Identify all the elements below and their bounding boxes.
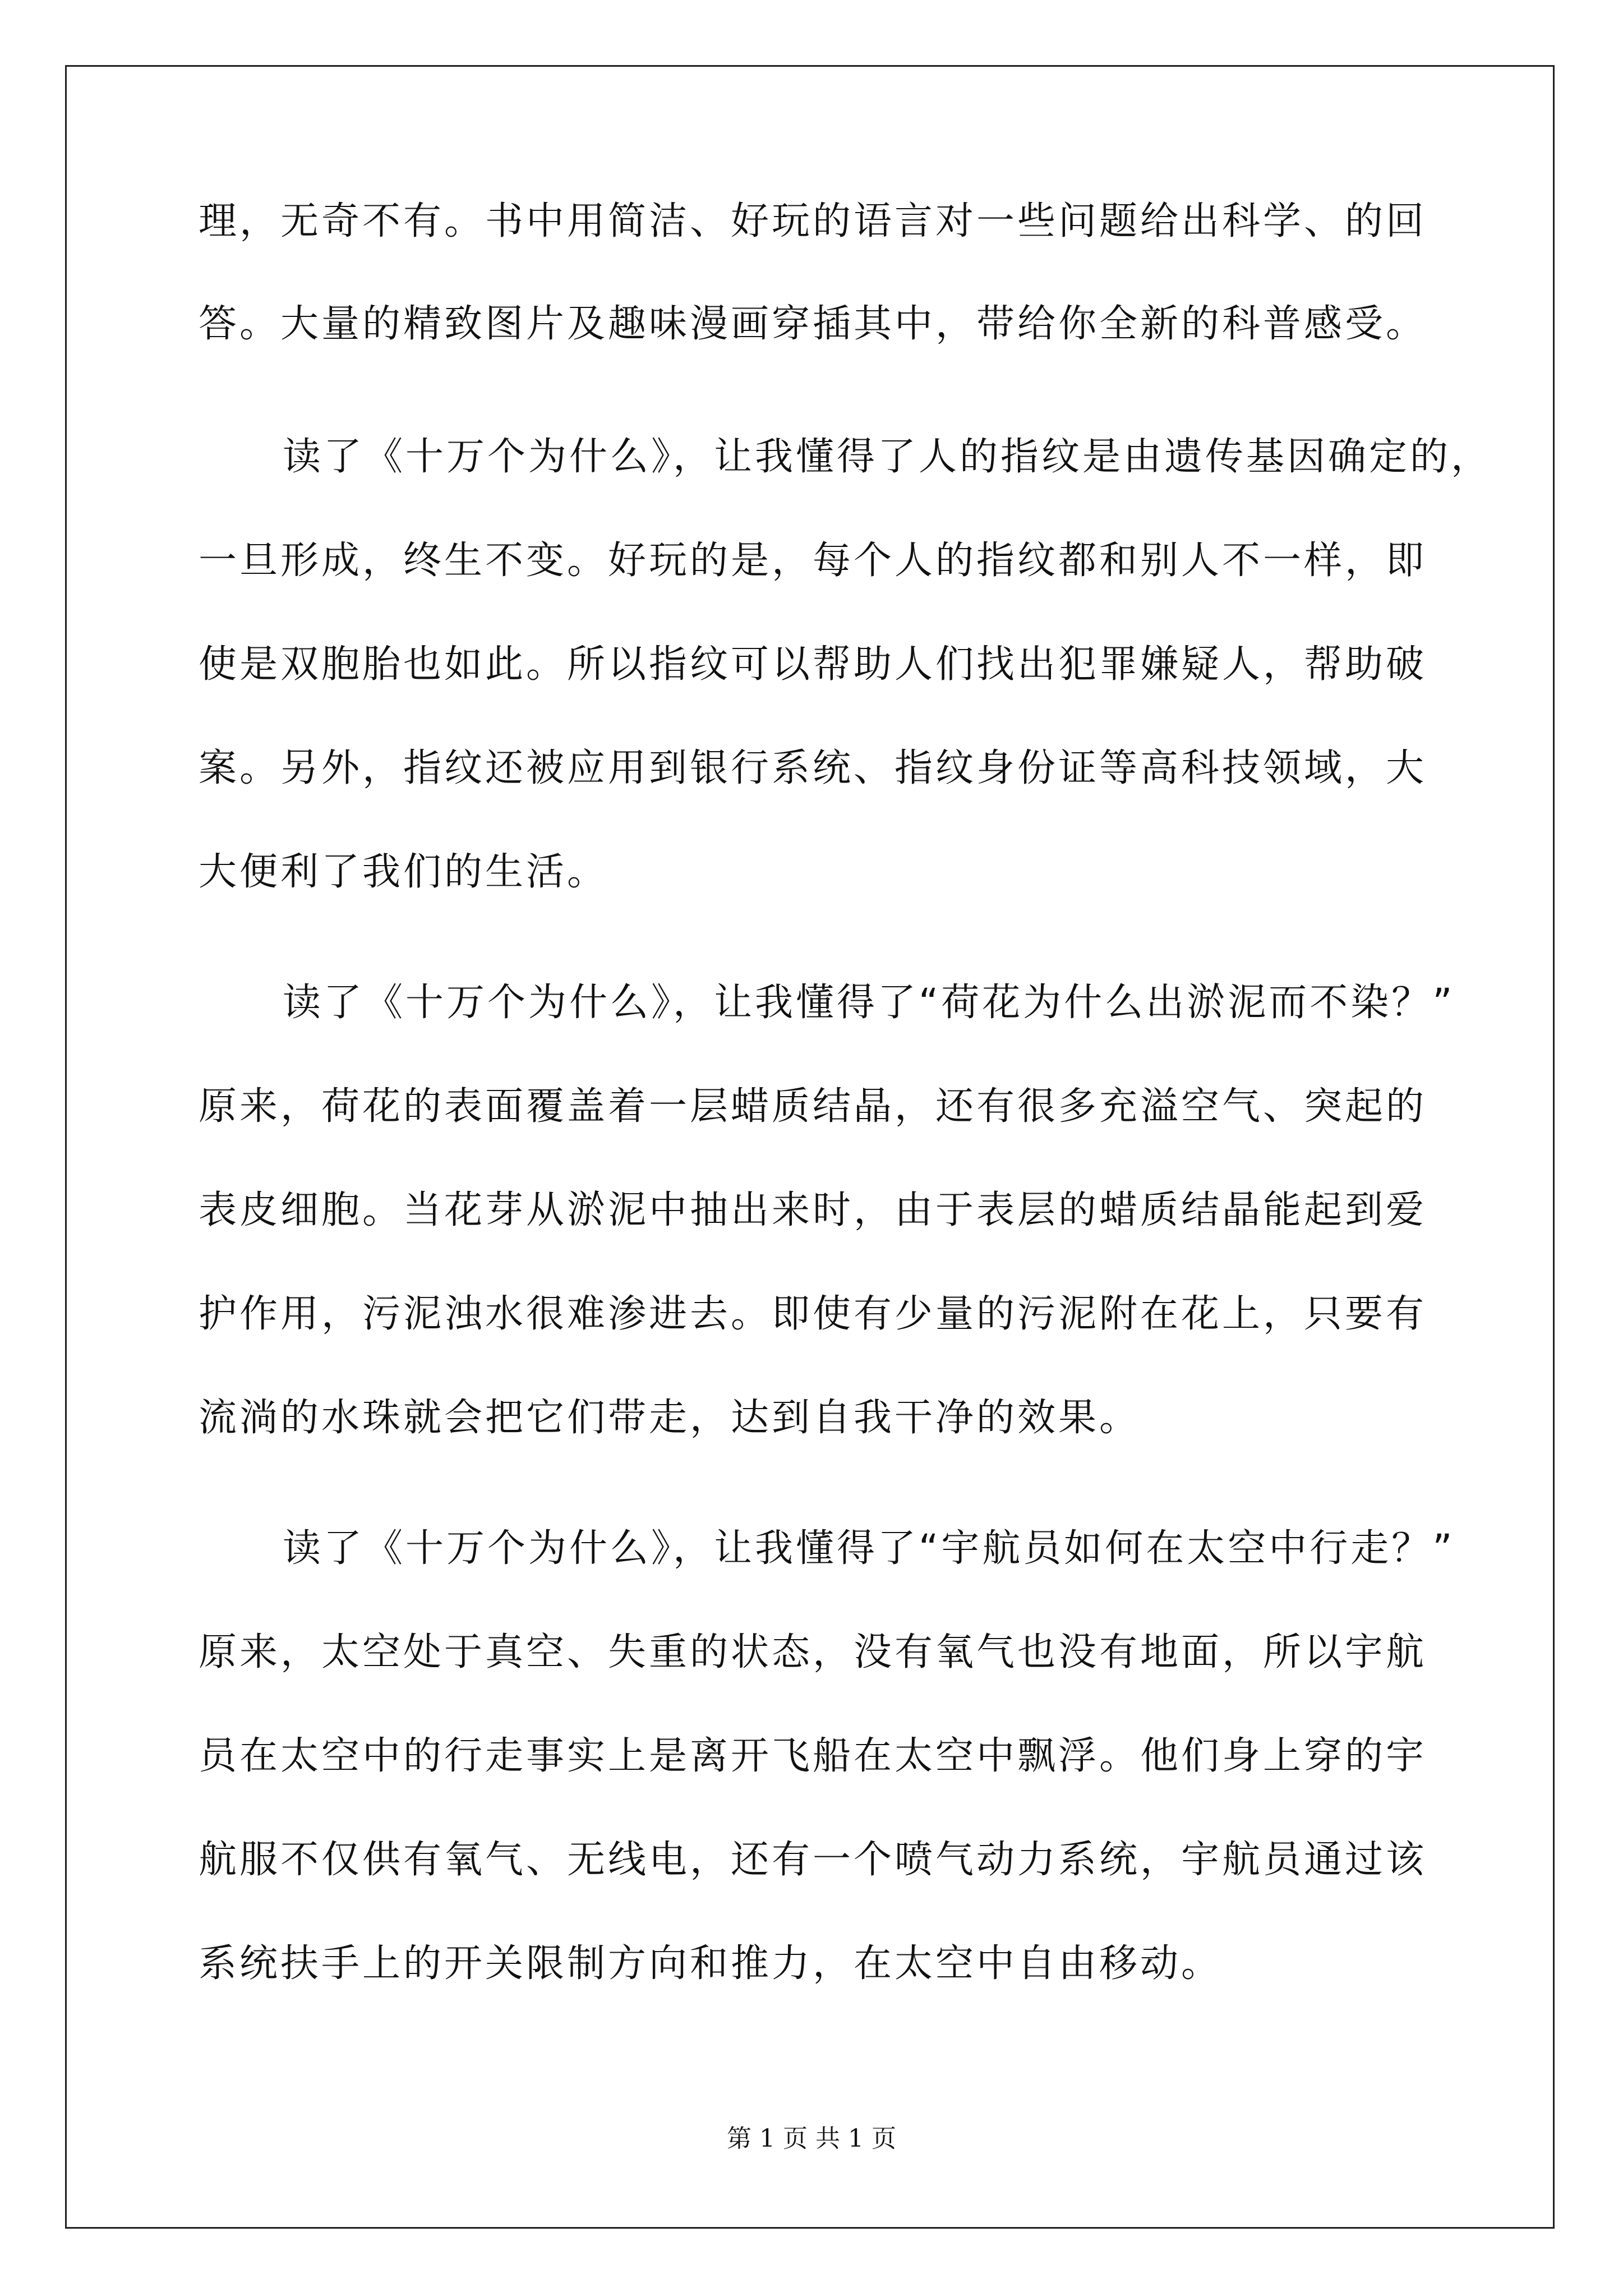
text-line: 系统扶手上的开关限制方向和推力，在太空中自由移动。 (199, 1941, 1223, 1986)
text-line: 表皮细胞。当花芽从淤泥中抽出来时，由于表层的蜡质结晶能起到爱 (199, 1188, 1427, 1232)
text-line: 流淌的水珠就会把它们带走，达到自我干净的效果。 (199, 1396, 1141, 1440)
text-line: 使是双胞胎也如此。所以指纹可以帮助人们找出犯罪嫌疑人，帮助破 (199, 642, 1427, 687)
text-line: 一旦形成，终生不变。好玩的是，每个人的指纹都和别人不一样，即 (199, 539, 1427, 583)
text-line: 航服不仅供有氧气、无线电，还有一个喷气动力系统，宇航员通过该 (199, 1838, 1427, 1882)
paragraph-start-line: 读了《十万个为什么》，让我懂得了人的指纹是由遗传基因确定的， (283, 435, 1492, 479)
text-line: 理，无奇不有。书中用简洁、好玩的语言对一些问题给出科学、的回 (199, 199, 1427, 243)
text-line: 原来，太空处于真空、失重的状态，没有氧气也没有地面，所以宇航 (199, 1630, 1427, 1674)
paragraph-start-line: 读了《十万个为什么》，让我懂得了“荷花为什么出淤泥而不染？” (283, 981, 1455, 1025)
page-number-footer: 第 1 页 共 1 页 (727, 2124, 896, 2153)
text-line: 员在太空中的行走事实上是离开飞船在太空中飘浮。他们身上穿的宇 (199, 1734, 1427, 1778)
text-line: 案。另外，指纹还被应用到银行系统、指纹身份证等高科技领域，大 (199, 746, 1427, 790)
paragraph-start-line: 读了《十万个为什么》，让我懂得了“宇航员如何在太空中行走？” (283, 1526, 1455, 1571)
text-line: 原来，荷花的表面覆盖着一层蜡质结晶，还有很多充溢空气、突起的 (199, 1084, 1427, 1129)
text-line: 大便利了我们的生活。 (199, 850, 608, 894)
text-line: 护作用，污泥浊水很难渗进去。即使有少量的污泥附在花上，只要有 (199, 1292, 1427, 1336)
text-line: 答。大量的精致图片及趣味漫画穿插其中，带给你全新的科普感受。 (199, 302, 1427, 346)
page-border (65, 65, 1555, 2229)
